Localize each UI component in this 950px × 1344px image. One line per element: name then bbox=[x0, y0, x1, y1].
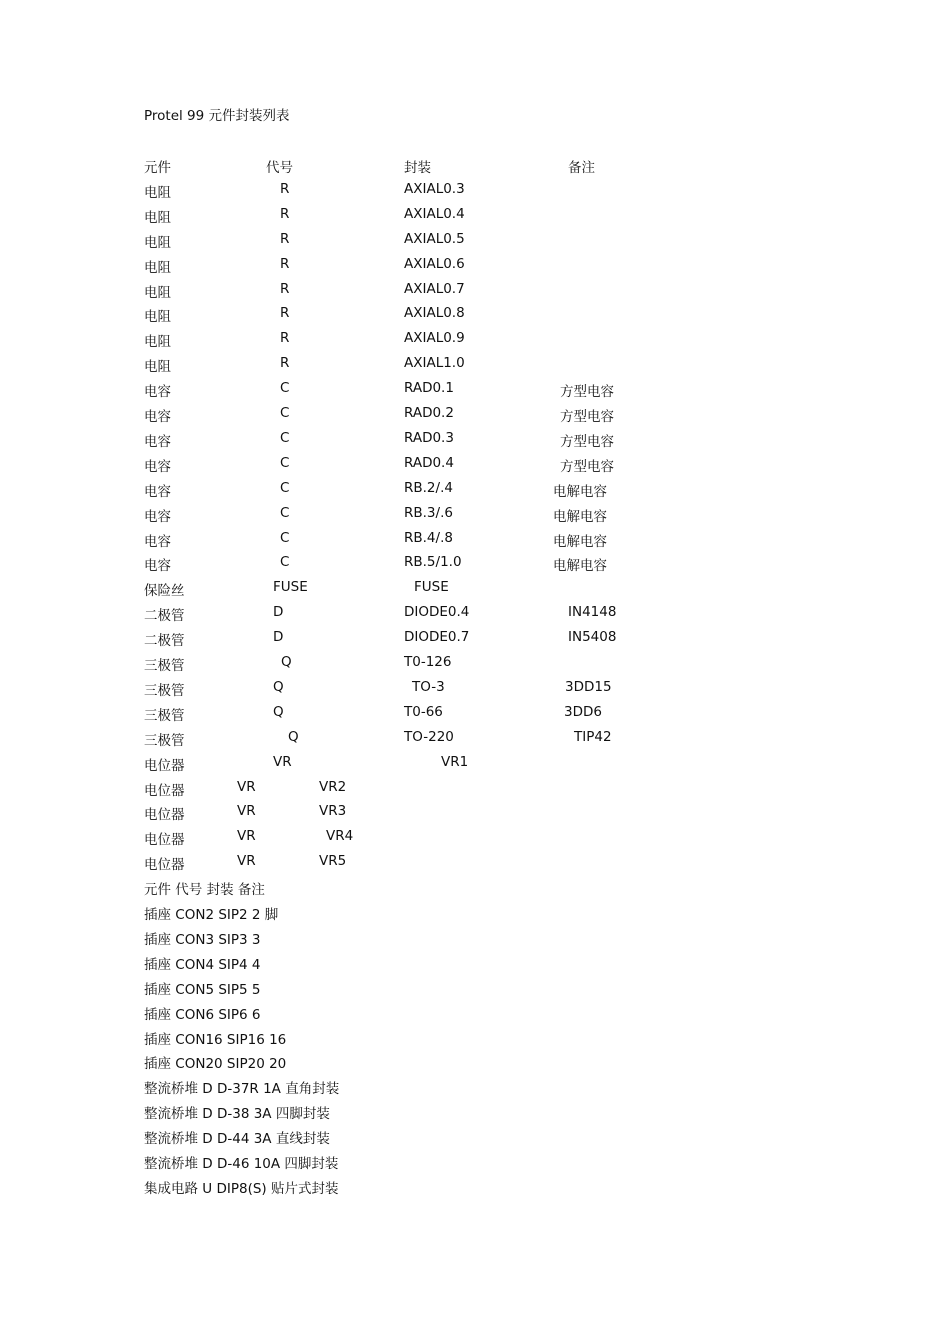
table-cell-package: RB.4/.8 bbox=[404, 529, 453, 546]
table-row bbox=[0, 754, 950, 774]
table-row bbox=[0, 629, 950, 649]
table-cell-component: 电容 bbox=[144, 483, 171, 500]
table-cell-designator: C bbox=[280, 429, 290, 446]
table-row bbox=[0, 405, 950, 425]
table-cell-designator: R bbox=[280, 330, 290, 347]
list-line: 整流桥堆 D D-37R 1A 直角封装 bbox=[144, 1081, 340, 1098]
table-cell-component: 电容 bbox=[144, 409, 171, 425]
table-cell-designator: VR bbox=[273, 753, 292, 770]
table-cell-note: IN5408 bbox=[568, 629, 617, 646]
table-cell-component: 电阻 bbox=[144, 359, 171, 376]
table-row bbox=[0, 853, 950, 873]
list-line: 整流桥堆 D D-44 3A 直线封装 bbox=[144, 1131, 330, 1148]
table-cell-note: 电解电容 bbox=[553, 483, 607, 500]
table-cell-package: DIODE0.4 bbox=[404, 604, 470, 621]
table-cell-package: VR3 bbox=[319, 803, 347, 820]
table-cell-component: 电容 bbox=[144, 508, 171, 525]
table-cell-package: VR1 bbox=[441, 753, 469, 770]
table-cell-component: 二极管 bbox=[144, 608, 185, 625]
table-row bbox=[0, 505, 950, 525]
table-row bbox=[0, 729, 950, 749]
table-cell-package: DIODE0.7 bbox=[404, 629, 470, 646]
table-cell-designator: C bbox=[280, 380, 290, 397]
table-cell-package: AXIAL0.9 bbox=[404, 330, 465, 347]
table-header-row bbox=[0, 156, 950, 176]
table-row bbox=[0, 430, 950, 450]
table-cell-designator: C bbox=[280, 479, 290, 496]
table-cell-component: 电容 bbox=[144, 458, 171, 475]
table-cell-note: 电解电容 bbox=[553, 508, 607, 525]
table-cell-designator: Q bbox=[273, 703, 284, 720]
table-cell-designator: VR bbox=[237, 853, 256, 870]
table-row bbox=[0, 455, 950, 475]
table-cell-package: T0-66 bbox=[404, 703, 443, 720]
table-cell-note: 方型电容 bbox=[560, 384, 614, 401]
table-cell-component: 三极管 bbox=[144, 658, 185, 674]
table-cell-component: 电阻 bbox=[144, 184, 171, 201]
table-cell-note: 3DD15 bbox=[565, 678, 612, 695]
table-cell-note: 方型电容 bbox=[560, 433, 614, 450]
table-cell-component: 二极管 bbox=[144, 633, 185, 650]
table-cell-designator: C bbox=[280, 504, 290, 521]
table-cell-package: VR2 bbox=[319, 778, 347, 795]
table-cell-package: TO-3 bbox=[412, 678, 445, 695]
table-row bbox=[0, 305, 950, 325]
table-row bbox=[0, 206, 950, 226]
table-row bbox=[0, 779, 950, 799]
document-title: Protel 99 元件封装列表 bbox=[144, 108, 290, 124]
table-cell-designator: R bbox=[280, 205, 290, 222]
table-cell-note: 方型电容 bbox=[560, 458, 614, 475]
header-cell-note: 备注 bbox=[568, 160, 595, 176]
table-cell-package: AXIAL0.7 bbox=[404, 280, 465, 297]
table-cell-designator: D bbox=[273, 629, 284, 646]
table-row bbox=[0, 704, 950, 724]
table-cell-designator: D bbox=[273, 604, 284, 621]
table-cell-package: RAD0.2 bbox=[404, 405, 454, 421]
table-cell-note: 3DD6 bbox=[564, 703, 602, 720]
table-cell-designator: VR bbox=[237, 778, 256, 795]
table-cell-package: RAD0.4 bbox=[404, 454, 454, 471]
table-cell-package: VR5 bbox=[319, 853, 347, 870]
table-cell-note: 电解电容 bbox=[553, 558, 607, 575]
table-cell-note: 方型电容 bbox=[560, 409, 614, 425]
list-line: 插座 CON5 SIP5 5 bbox=[144, 981, 261, 998]
table-cell-component: 电容 bbox=[144, 558, 171, 575]
table-row bbox=[0, 828, 950, 848]
table-cell-component: 三极管 bbox=[144, 732, 185, 749]
table-cell-package: AXIAL1.0 bbox=[404, 355, 465, 372]
table-row bbox=[0, 679, 950, 699]
table-cell-package: TO-220 bbox=[404, 728, 454, 745]
table-cell-designator: Q bbox=[273, 678, 284, 695]
table-cell-designator: R bbox=[280, 230, 290, 247]
table-cell-component: 电位器 bbox=[144, 832, 185, 849]
list-line: 插座 CON4 SIP4 4 bbox=[144, 956, 261, 973]
table-row bbox=[0, 579, 950, 599]
table-cell-designator: Q bbox=[288, 728, 299, 745]
table-cell-designator: R bbox=[280, 180, 290, 197]
table-cell-designator: R bbox=[280, 305, 290, 322]
table-cell-package: AXIAL0.8 bbox=[404, 305, 465, 322]
list-line: 集成电路 U DIP8(S) 贴片式封装 bbox=[144, 1180, 339, 1197]
table-cell-component: 电位器 bbox=[144, 857, 185, 874]
table-cell-package: T0-126 bbox=[404, 654, 452, 670]
table-cell-component: 电容 bbox=[144, 533, 171, 550]
table-cell-component: 电阻 bbox=[144, 284, 171, 301]
table-cell-designator: R bbox=[280, 255, 290, 272]
list-line: 整流桥堆 D D-46 10A 四脚封装 bbox=[144, 1156, 339, 1172]
table-cell-component: 电容 bbox=[144, 384, 171, 401]
table-cell-package: FUSE bbox=[414, 579, 449, 596]
table-cell-component: 电容 bbox=[144, 433, 171, 450]
table-cell-package: AXIAL0.6 bbox=[404, 255, 465, 272]
table-cell-designator: R bbox=[280, 280, 290, 297]
table-cell-package: AXIAL0.3 bbox=[404, 180, 465, 197]
table-cell-note: IN4148 bbox=[568, 604, 617, 621]
table-cell-designator: Q bbox=[281, 654, 292, 670]
table-cell-designator: C bbox=[280, 554, 290, 571]
table-cell-component: 保险丝 bbox=[144, 583, 185, 600]
list-line: 元件 代号 封装 备注 bbox=[144, 882, 265, 899]
table-cell-note: 电解电容 bbox=[553, 533, 607, 550]
list-line: 插座 CON20 SIP20 20 bbox=[144, 1056, 287, 1073]
table-cell-component: 电位器 bbox=[144, 757, 185, 774]
table-cell-designator: VR bbox=[237, 803, 256, 820]
table-cell-note: TIP42 bbox=[574, 728, 612, 745]
table-row bbox=[0, 654, 950, 674]
table-row bbox=[0, 530, 950, 550]
list-line: 插座 CON16 SIP16 16 bbox=[144, 1031, 287, 1048]
table-cell-designator: VR bbox=[237, 828, 256, 845]
list-line: 插座 CON2 SIP2 2 脚 bbox=[144, 907, 279, 923]
table-cell-component: 电阻 bbox=[144, 209, 171, 226]
table-row bbox=[0, 231, 950, 251]
table-cell-package: RB.2/.4 bbox=[404, 479, 453, 496]
header-cell-component: 元件 bbox=[144, 160, 171, 176]
table-row bbox=[0, 181, 950, 201]
table-cell-component: 三极管 bbox=[144, 707, 185, 724]
table-cell-component: 电位器 bbox=[144, 807, 185, 824]
table-cell-component: 电阻 bbox=[144, 334, 171, 351]
table-cell-designator: C bbox=[280, 454, 290, 471]
table-row bbox=[0, 604, 950, 624]
table-cell-designator: FUSE bbox=[273, 579, 308, 596]
list-line: 整流桥堆 D D-38 3A 四脚封装 bbox=[144, 1106, 330, 1123]
table-row bbox=[0, 281, 950, 301]
table-row bbox=[0, 480, 950, 500]
table-row bbox=[0, 803, 950, 823]
table-cell-package: RAD0.1 bbox=[404, 380, 454, 397]
table-cell-component: 电阻 bbox=[144, 234, 171, 251]
table-cell-component: 电阻 bbox=[144, 259, 171, 276]
table-cell-component: 电阻 bbox=[144, 309, 171, 326]
list-line: 插座 CON6 SIP6 6 bbox=[144, 1006, 261, 1023]
table-cell-designator: R bbox=[280, 355, 290, 372]
table-cell-component: 三极管 bbox=[144, 682, 185, 699]
table-cell-package: AXIAL0.5 bbox=[404, 230, 465, 247]
table-cell-package: RAD0.3 bbox=[404, 429, 454, 446]
table-cell-component: 电位器 bbox=[144, 782, 185, 799]
header-cell-designator: 代号 bbox=[266, 160, 293, 176]
table-cell-package: AXIAL0.4 bbox=[404, 205, 465, 222]
table-row bbox=[0, 355, 950, 375]
table-cell-designator: C bbox=[280, 405, 290, 421]
table-row bbox=[0, 380, 950, 400]
table-row bbox=[0, 330, 950, 350]
header-cell-package: 封装 bbox=[404, 160, 431, 176]
table-row bbox=[0, 256, 950, 276]
table-row bbox=[0, 554, 950, 574]
list-line: 插座 CON3 SIP3 3 bbox=[144, 931, 261, 948]
table-cell-package: RB.5/1.0 bbox=[404, 554, 462, 571]
table-cell-package: RB.3/.6 bbox=[404, 504, 453, 521]
table-cell-designator: C bbox=[280, 529, 290, 546]
table-cell-package: VR4 bbox=[326, 828, 354, 845]
